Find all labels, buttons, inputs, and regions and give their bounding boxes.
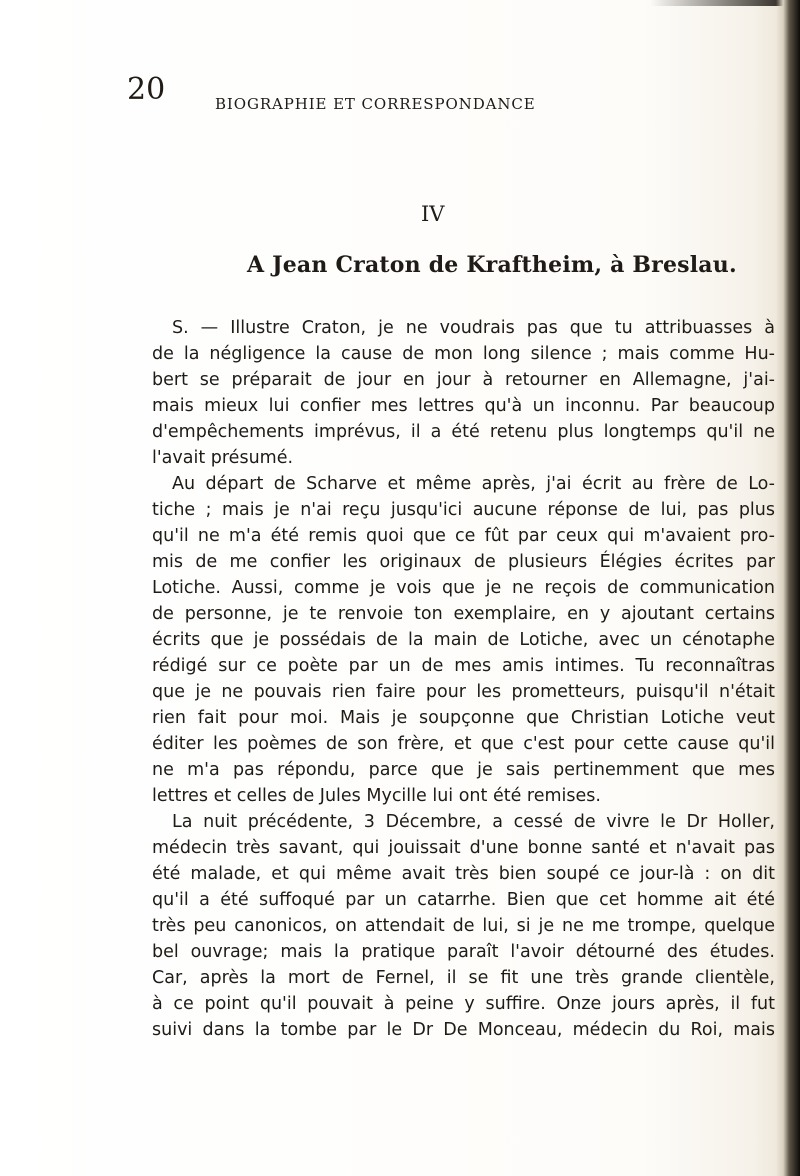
body-line: Au départ de Scharve et même après, j'ai écrit au frère de Lo- (172, 474, 775, 494)
body-line: qu'il ne m'a été remis quoi que ce fût par ceux qui m'avaient pro- (152, 526, 775, 546)
body-line: qu'il a été suffoqué par un catarrhe. Bien que cet homme ait été (152, 890, 775, 910)
body-line: bel ouvrage; mais la pratique paraît l'avoir détourné des études. (152, 942, 775, 962)
letter-body (152, 315, 775, 1043)
body-line: de personne, je te renvoie ton exemplaire, en y ajoutant certains (152, 604, 775, 624)
letter-heading: A Jean Craton de Kraftheim, à Breslau. (247, 252, 737, 278)
body-line: éditer les poèmes de son frère, et que c'est pour cette cause qu'il (152, 734, 775, 754)
body-line: rédigé sur ce poète par un de mes amis intimes. Tu reconnaîtras (152, 656, 775, 676)
body-line: très peu canonicos, on attendait de lui, si je ne me trompe, quelque (152, 916, 775, 936)
body-line: suivi dans la tombe par le Dr De Monceau, médecin du Roi, mais (152, 1020, 775, 1040)
body-line: tiche ; mais je n'ai reçu jusqu'ici aucune réponse de lui, pas plus (152, 500, 775, 520)
body-line: rien fait pour moi. Mais je soupçonne que Christian Lotiche veut (152, 708, 775, 728)
body-line: mais mieux lui confier mes lettres qu'à un inconnu. Par beaucoup (152, 396, 775, 416)
body-line: S. — Illustre Craton, je ne voudrais pas que tu attribuasses à (172, 318, 775, 338)
body-line: de la négligence la cause de mon long silence ; mais comme Hu- (152, 344, 775, 364)
page-binding-edge (776, 0, 800, 1176)
section-number: IV (421, 202, 445, 226)
running-head: BIOGRAPHIE ET CORRESPONDANCE (215, 95, 536, 113)
body-line: mis de me confier les originaux de plusieurs Élégies écrites par (152, 552, 775, 572)
body-line: Car, après la mort de Fernel, il se fit une très grande clientèle, (152, 968, 775, 988)
body-line: l'avait présumé. (152, 448, 294, 468)
body-line: été malade, et qui même avait très bien soupé ce jour-là : on dit (152, 864, 775, 884)
body-line: bert se préparait de jour en jour à retourner en Allemagne, j'ai- (152, 370, 775, 390)
body-line: médecin très savant, qui jouissait d'une bonne santé et n'avait pas (152, 838, 775, 858)
body-line: Lotiche. Aussi, comme je vois que je ne reçois de communication (152, 578, 775, 598)
body-line: que je ne pouvais rien faire pour les prometteurs, puisqu'il n'était (152, 682, 775, 702)
body-line: à ce point qu'il pouvait à peine y suffire. Onze jours après, il fut (152, 994, 775, 1014)
body-line: lettres et celles de Jules Mycille lui ont été remises. (152, 786, 601, 806)
body-line: d'empêchements imprévus, il a été retenu plus longtemps qu'il ne (152, 422, 775, 442)
body-line: ne m'a pas répondu, parce que je sais pertinemment que mes (152, 760, 775, 780)
body-line: La nuit précédente, 3 Décembre, a cessé de vivre le Dr Holler, (172, 812, 775, 832)
body-line: écrits que je possédais de la main de Lotiche, avec un cénotaphe (152, 630, 775, 650)
page-number: 20 (127, 72, 166, 107)
